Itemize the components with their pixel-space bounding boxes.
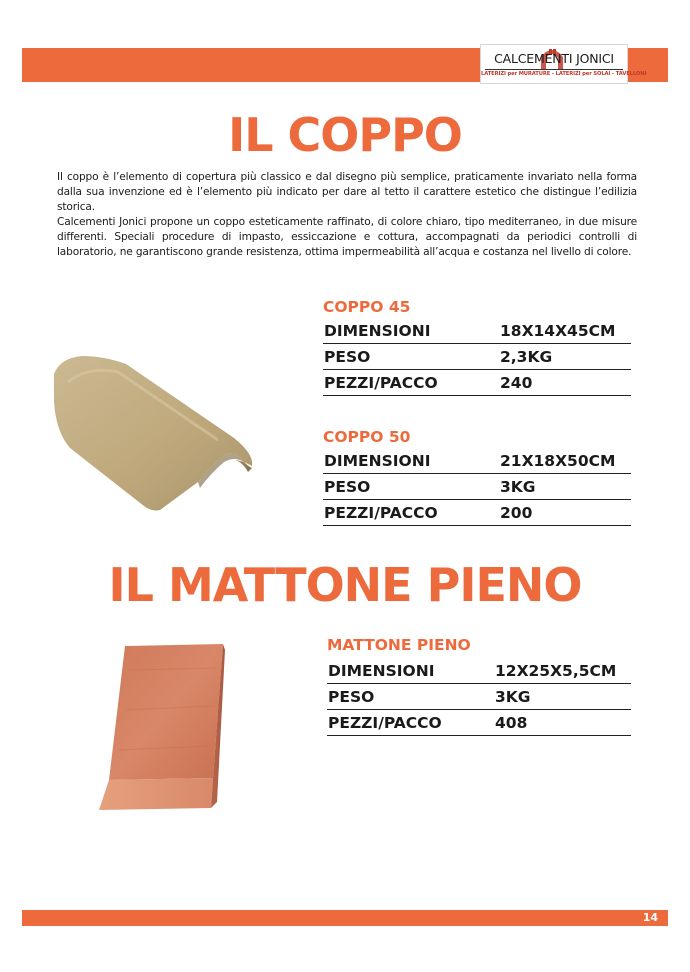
logo-divider xyxy=(485,69,623,70)
spec-table-coppo-45 xyxy=(323,298,631,400)
logo-tagline: LATERIZI per MURATURE - LATERIZI per SOLAI - TAVELLONI xyxy=(481,71,647,77)
spec-value: 18X14X45CM xyxy=(500,322,616,340)
description-paragraph: Il coppo è l’elemento di copertura più classico e dal disegno più semplice, praticamente invariato nella forma dalla sua invenzione ed è l’elemento più indicato per dare al tetto il carattere estetico che distingue l’edilizia storica. xyxy=(57,171,637,213)
spec-value: 408 xyxy=(495,714,528,732)
coppo-tile-image xyxy=(48,352,256,512)
spec-label: DIMENSIONI xyxy=(324,322,431,340)
logo-name: CALCEMENTI JONICI xyxy=(494,51,614,66)
spec-row xyxy=(323,500,631,526)
spec-row xyxy=(327,710,631,736)
spec-row xyxy=(323,370,631,396)
spec-title: COPPO 45 xyxy=(323,298,411,316)
description-paragraph: Calcementi Jonici propone un coppo esteticamente raffinato, di colore chiaro, tipo mediterraneo, in due misure differenti. Speciali procedure di impasto, essiccazione e cottura, accompagnati da periodici controlli di laboratorio, ne garantiscono grande resistenza, ottima impermeabilità all’acqua e costanza nel livello di colore. xyxy=(57,216,637,258)
spec-label: DIMENSIONI xyxy=(328,662,435,680)
spec-label: PESO xyxy=(328,688,375,706)
spec-row xyxy=(327,658,631,684)
spec-row xyxy=(327,684,631,710)
spec-title: MATTONE PIENO xyxy=(327,636,471,654)
spec-title: COPPO 50 xyxy=(323,428,411,446)
spec-value: 200 xyxy=(500,504,533,522)
spec-label: DIMENSIONI xyxy=(324,452,431,470)
section-title-mattone: IL MATTONE PIENO xyxy=(108,558,582,612)
spec-row xyxy=(323,474,631,500)
spec-label: PESO xyxy=(324,478,371,496)
spec-row xyxy=(323,344,631,370)
brick-image xyxy=(95,640,230,815)
spec-table-mattone xyxy=(327,636,631,740)
coppo-description xyxy=(57,170,637,260)
spec-table-coppo-50 xyxy=(323,428,631,530)
spec-label: PEZZI/PACCO xyxy=(324,504,438,522)
spec-value: 240 xyxy=(500,374,533,392)
page-number: 14 xyxy=(642,911,658,924)
brand-logo xyxy=(480,44,647,84)
spec-value: 3KG xyxy=(495,688,531,706)
spec-value: 21X18X50CM xyxy=(500,452,616,470)
spec-row xyxy=(323,448,631,474)
spec-value: 12X25X5,5CM xyxy=(495,662,617,680)
spec-label: PEZZI/PACCO xyxy=(324,374,438,392)
spec-value: 3KG xyxy=(500,478,536,496)
spec-row xyxy=(323,318,631,344)
section-title-coppo: IL COPPO xyxy=(228,108,462,162)
spec-label: PEZZI/PACCO xyxy=(328,714,442,732)
footer-bar xyxy=(22,910,668,926)
spec-value: 2,3KG xyxy=(500,348,553,366)
spec-label: PESO xyxy=(324,348,371,366)
